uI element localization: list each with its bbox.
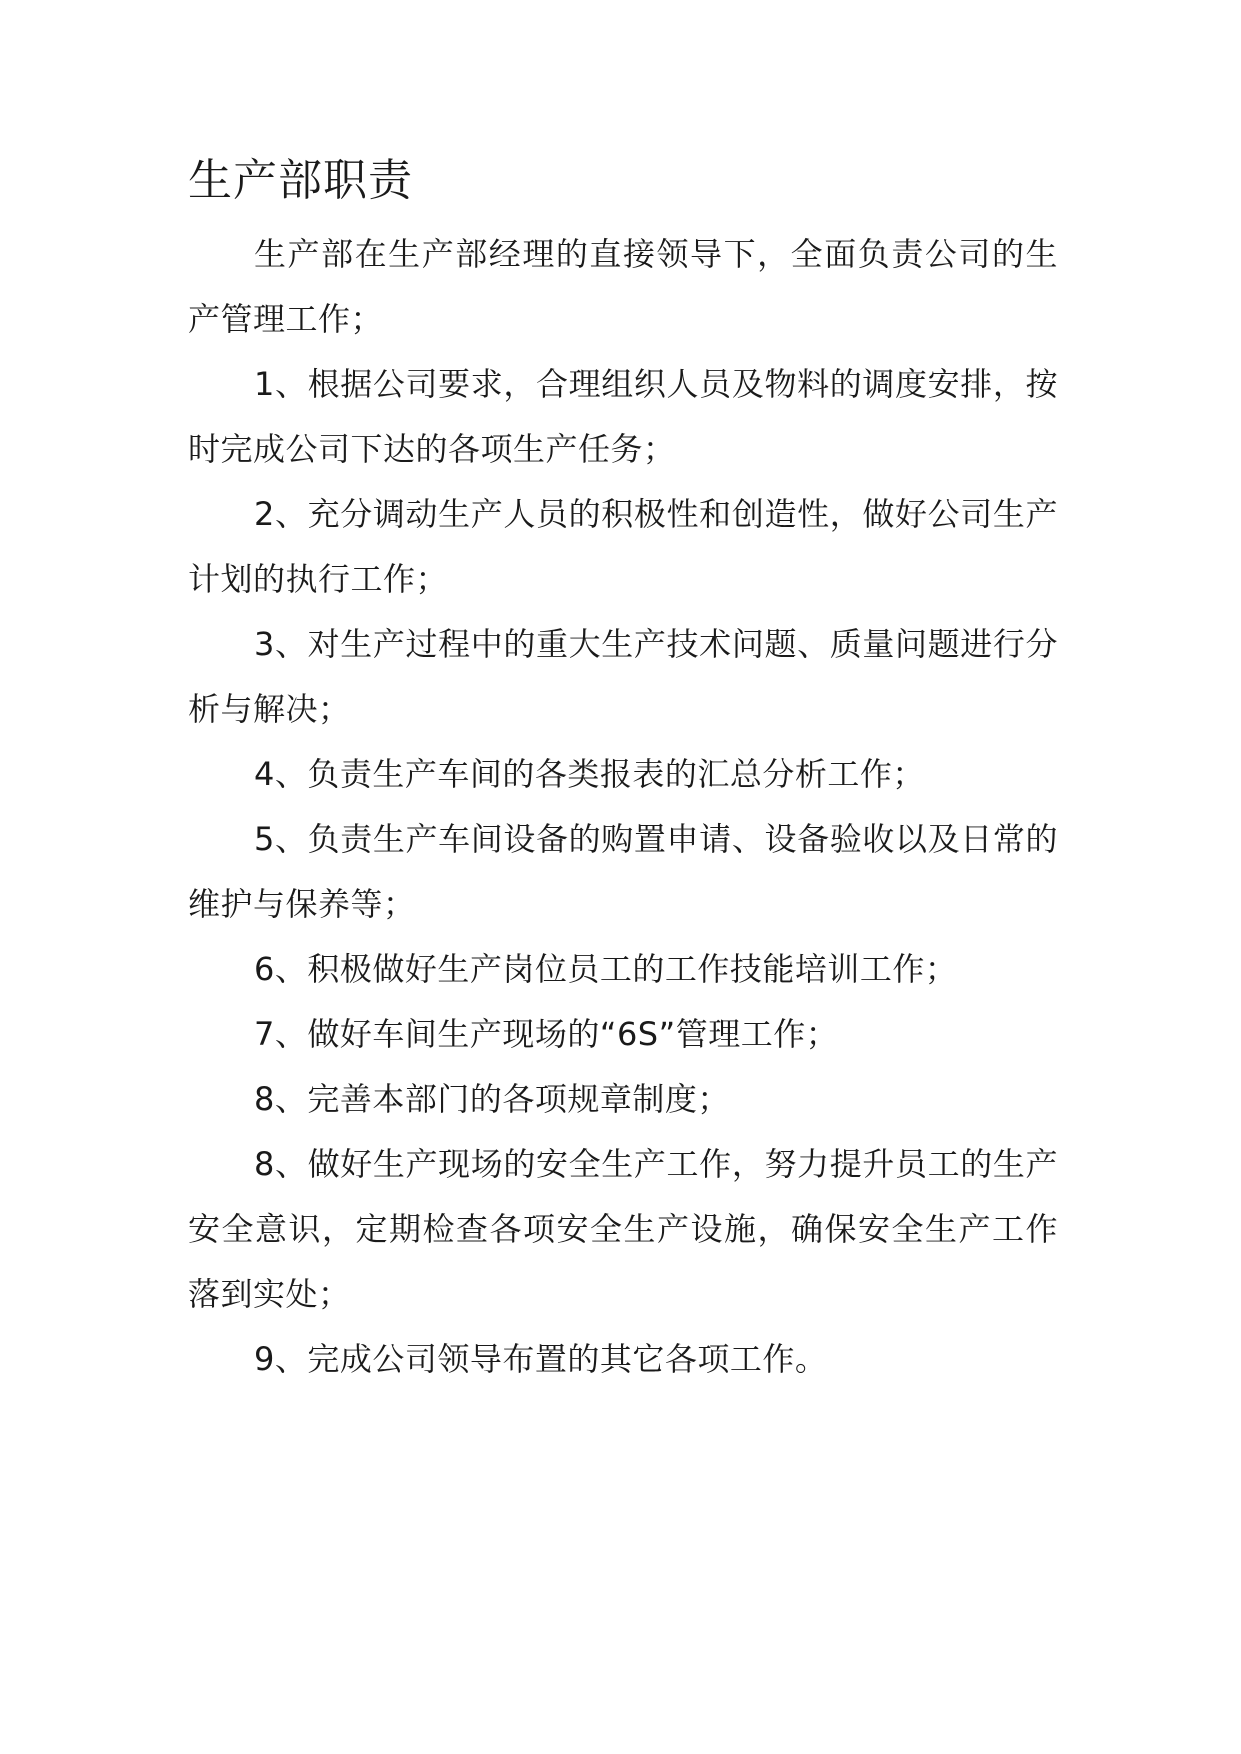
duty-item-7: 7、做好车间生产现场的“6S”管理工作； [254,1015,839,1053]
duty-item-6: 6、积极做好生产岗位员工的工作技能培训工作； [254,950,958,988]
duty-item-1: 1、根据公司要求，合理组织人员及物料的调度安排，按时完成公司下达的各项生产任务； [188,365,1058,468]
document-page [188,150,1058,1392]
duty-item-5: 5、负责生产车间设备的购置申请、设备验收以及日常的维护与保养等； [188,820,1058,923]
duty-item-9: 9、完成公司领导布置的其它各项工作。 [254,1340,828,1378]
intro-paragraph: 生产部在生产部经理的直接领导下，全面负责公司的生产管理工作； [188,235,1058,338]
duty-item-8b: 8、做好生产现场的安全生产工作，努力提升员工的生产安全意识，定期检查各项安全生产设施，确保安全生产工作落到实处； [188,1145,1058,1313]
duty-item-3: 3、对生产过程中的重大生产技术问题、质量问题进行分析与解决； [188,625,1058,728]
duty-item-8a: 8、完善本部门的各项规章制度； [254,1080,730,1118]
duty-item-2: 2、充分调动生产人员的积极性和创造性，做好公司生产计划的执行工作； [188,495,1058,598]
page-title: 生产部职责 [188,155,413,206]
duty-item-4: 4、负责生产车间的各类报表的汇总分析工作； [254,755,925,793]
